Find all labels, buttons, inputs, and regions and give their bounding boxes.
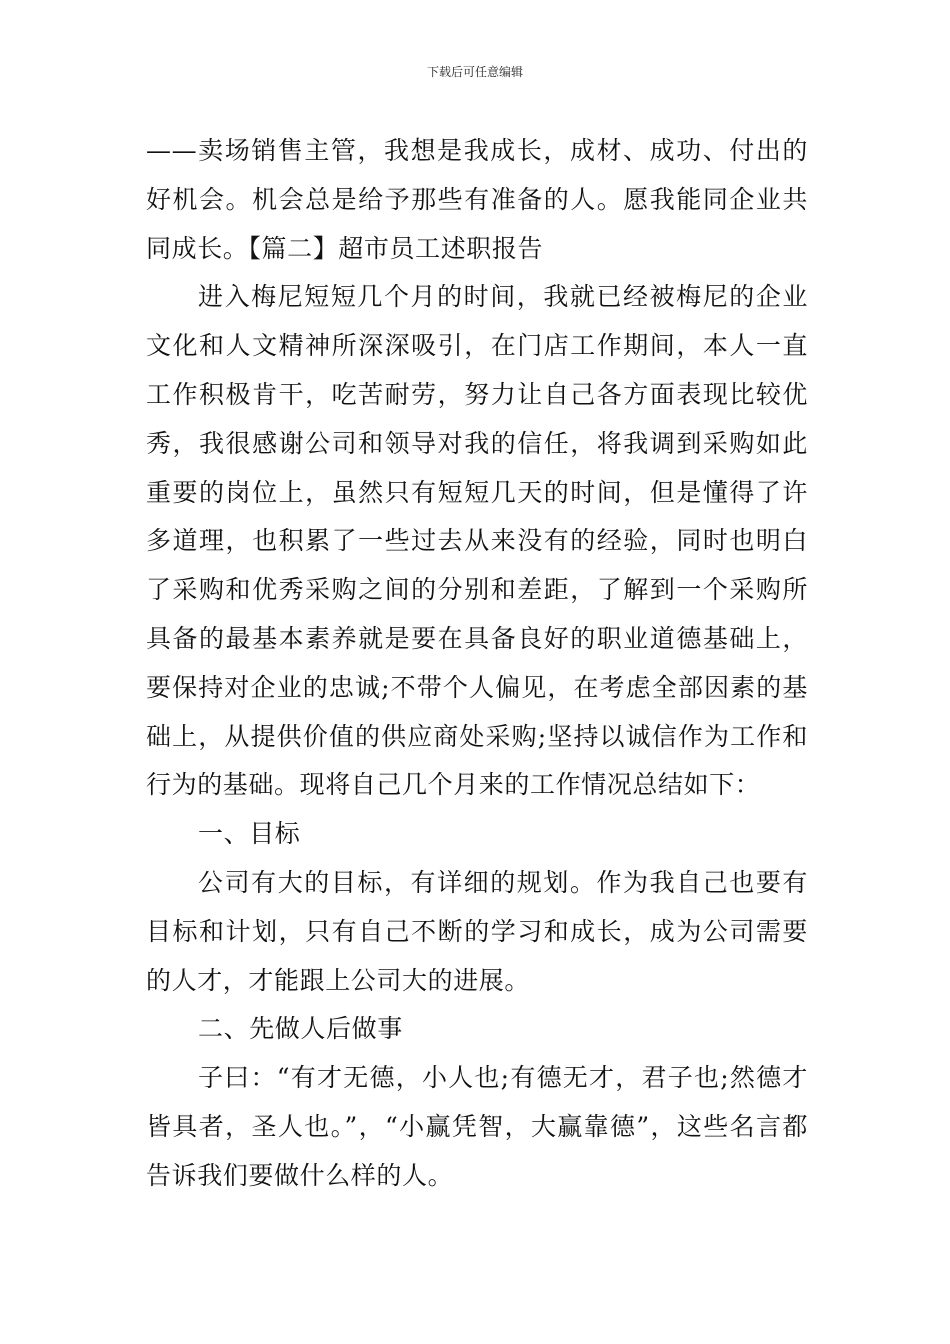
- paragraph-1: ——卖场销售主管，我想是我成长，成材、成功、付出的好机会。机会总是给予那些有准备的人。愿我能同企业共同成长。【篇二】超市员工述职报告: [146, 136, 808, 263]
- page-header: 下载后可任意编辑: [426, 65, 523, 79]
- section-heading-goal: 一、目标: [198, 819, 301, 849]
- paragraph-4: 子曰：“有才无德，小人也;有德无才，君子也;然德才皆具者，圣人也。”，“小赢凭智，大赢靠德”，这些名言都告诉我们要做什么样的人。: [146, 1063, 808, 1190]
- paragraph-2: 进入梅尼短短几个月的时间，我就已经被梅尼的企业文化和人文精神所深深吸引，在门店工作期间，本人一直工作积极肯干，吃苦耐劳，努力让自己各方面表现比较优秀，我很感谢公司和领导对我的信任，将我调到采购如此重要的岗位上，虽然只有短短几天的时间，但是懂得了许多道理，也积累了一些过去从来没有的经验，同时也明白了采购和优秀采购之间的分别和差距，了解到一个采购所具备的最基本素养就是要在具备良好的职业道德基础上，要保持对企业的忠诚;不带个人偏见，在考虑全部因素的基础上，从提供价值的供应商处采购;坚持以诚信作为工作和行为的基础。现将自己几个月来的工作情况总结如下：: [146, 282, 808, 800]
- paragraph-3: 公司有大的目标，有详细的规划。作为我自己也要有目标和计划，只有自己不断的学习和成长，成为公司需要的人才，才能跟上公司大的进展。: [146, 867, 808, 995]
- section-heading-conduct: 二、先做人后做事: [198, 1014, 403, 1044]
- document-body: [146, 127, 808, 1201]
